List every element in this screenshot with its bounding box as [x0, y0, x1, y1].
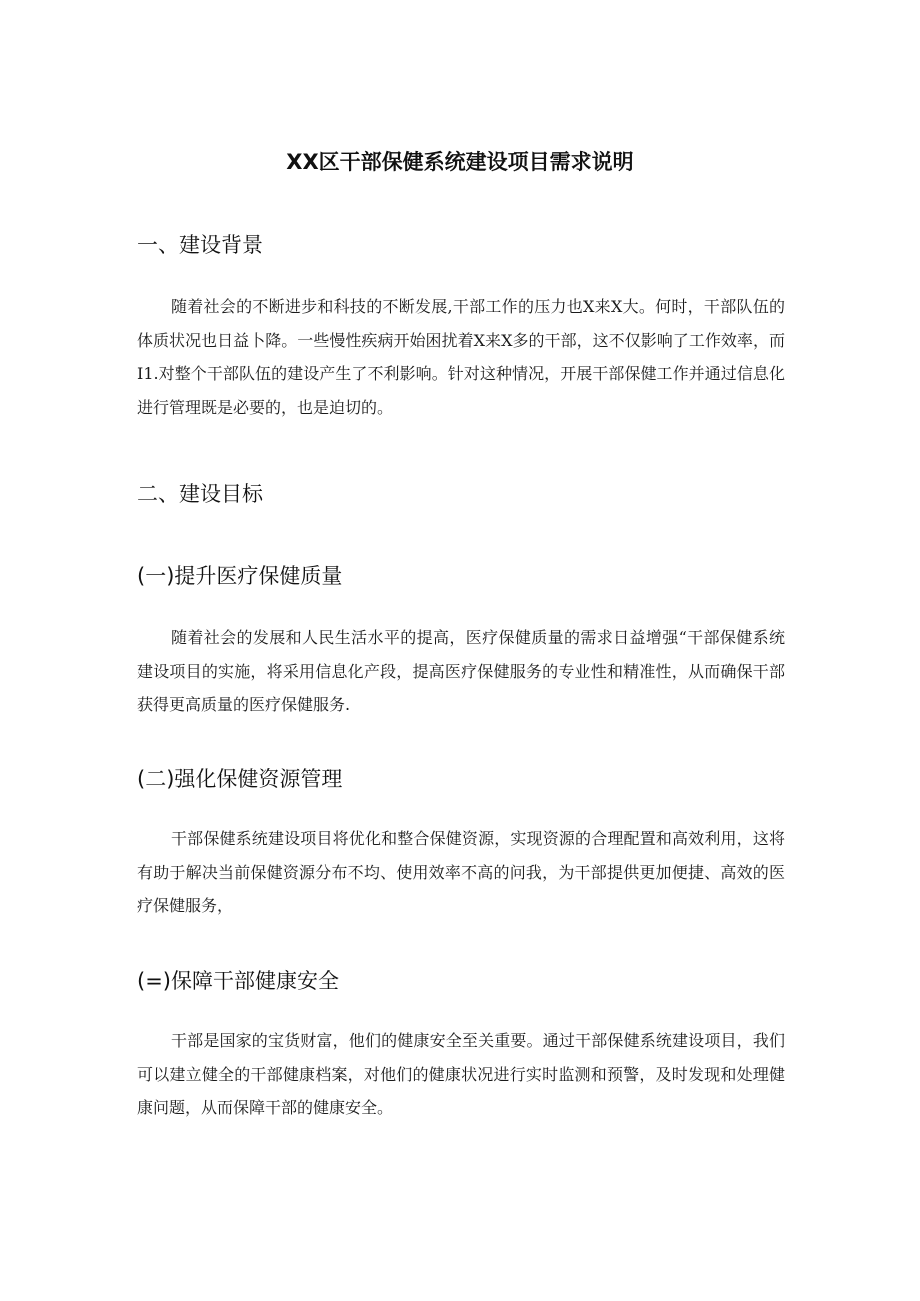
resources-paragraph: 干部保健系统建设项目将优化和整合保健资源，实现资源的合理配置和高效利用，这将有助于解决当前保健资源分布不均、使用效率不高的问我，为干部提供更加便捷、高效的医疗保健服务，	[137, 829, 785, 915]
safety-paragraph: 干部是国家的宝货财富，他们的健康安全至关重要。通过干部保健系统建设项目，我们可以建立健全的干部健康档案，对他们的健康状况进行实时监测和预警，及时发现和处理健康问题，从而保障干部的健康安全。	[137, 1031, 785, 1117]
quality-paragraph: 随着社会的发展和人民生活水平的提高，医疗保健质量的需求日益增强“干部保健系统建设项目的实施，将采用信息化产段，提高医疗保健服务的专业性和精准性，从而确保干部获得更高质量的医疗保健服务.	[137, 628, 785, 714]
subsection-heading-resources: (二)强化保健资源管理	[137, 767, 343, 791]
subsection-heading-safety: (=)保障干部健康安全	[137, 969, 339, 993]
subsection-heading-quality: (一)提升医疗保健质量	[137, 564, 343, 588]
section-heading-goals: 二、建设目标	[137, 482, 263, 506]
document-title: XX区干部保健系统建设项目需求说明	[286, 150, 634, 174]
section-heading-background: 一、建设背景	[137, 233, 263, 257]
background-paragraph: 随着社会的不断进步和科技的不断发展,干部工作的压力也X来X大。何时，干部队伍的体质状况也日益卜降。一些慢性疾病开始困扰着X来X多的干部，这不仅影响了工作效率，而I1.对整个干部队伍的建设产生了不利影响。针对这种情况，开展干部保健工作并通过信息化进行管理既是必要的，也是迫切的。	[137, 297, 785, 417]
